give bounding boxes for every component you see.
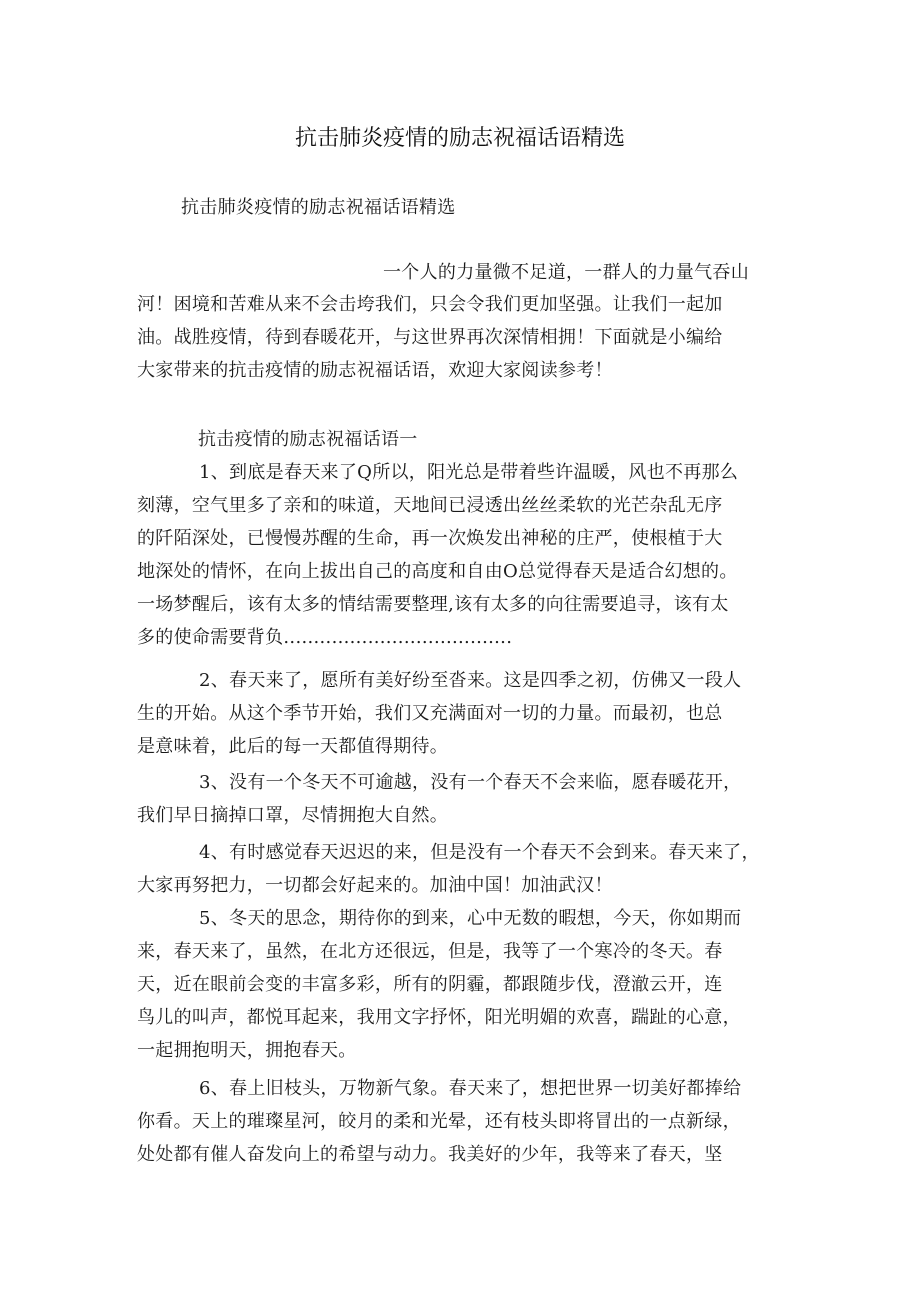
document-subtitle: 抗击肺炎疫情的励志祝福话语精选 bbox=[181, 197, 456, 218]
item-1-line: 多的使命需要背负...................................... bbox=[137, 627, 513, 648]
item-1-line: 1、到底是春天来了Q所以，阳光总是带着些许温暖，风也不再那么 bbox=[199, 462, 739, 483]
item-4-line: 4、有时感觉春天迟迟的来，但是没有一个春天不会到来。春天来了， bbox=[199, 842, 760, 863]
item-6-line: 6、春上旧枝头，万物新气象。春天来了，想把世界一切美好都捧给 bbox=[199, 1078, 742, 1099]
intro-line: 河！困境和苦难从来不会击垮我们，只会令我们更加坚强。让我们一起加 bbox=[137, 294, 723, 315]
document-title: 抗击肺炎疫情的励志祝福话语精选 bbox=[294, 126, 625, 151]
item-5-line: 鸟儿的叫声，都悦耳起来，我用文字抒怀，阳光明媚的欢喜，踹趾的心意， bbox=[137, 1007, 741, 1028]
item-6-line: 处处都有催人奋发向上的希望与动力。我美好的少年，我等来了春天，坚 bbox=[137, 1144, 723, 1165]
item-2-line: 2、春天来了，愿所有美好纷至沓来。这是四季之初，仿佛又一段人 bbox=[199, 670, 742, 691]
item-5-line: 天，近在眼前会变的丰富多彩，所有的阴霾，都跟随步伐，澄澈云开，连 bbox=[137, 974, 723, 995]
item-5-line: 一起拥抱明天，拥抱春天。 bbox=[137, 1040, 357, 1061]
item-6-line: 你看。天上的璀璨星河，皎月的柔和光晕，还有枝头即将冒出的一点新绿， bbox=[137, 1111, 741, 1132]
item-1-line: 的阡陌深处，已慢慢苏醒的生命，再一次焕发出神秘的庄严，使根植于大 bbox=[137, 528, 723, 549]
section-heading: 抗击疫情的励志祝福话语一 bbox=[198, 429, 418, 450]
intro-line: 一个人的力量微不足道，一群人的力量气吞山 bbox=[383, 262, 749, 283]
item-1-line: 一场梦醒后，该有太多的情结需要整理,该有太多的向往需要追寻，该有太 bbox=[137, 594, 729, 615]
item-4-line: 大家再努把力，一切都会好起来的。加油中国！加油武汉！ bbox=[137, 875, 613, 896]
item-5-line: 来，春天来了，虽然，在北方还很远，但是，我等了一个寒冷的冬天。春 bbox=[137, 941, 723, 962]
item-1-line: 地深处的情怀，在向上拔出自己的高度和自由O总觉得春天是适合幻想的。 bbox=[137, 561, 738, 582]
item-1-line: 刻薄，空气里多了亲和的味道，天地间已浸透出丝丝柔软的光芒杂乱无序 bbox=[137, 495, 723, 516]
intro-line: 大家带来的抗击疫情的励志祝福话语，欢迎大家阅读参考！ bbox=[137, 360, 613, 381]
item-3-line: 3、没有一个冬天不可逾越，没有一个春天不会来临，愿春暖花开， bbox=[199, 772, 742, 793]
intro-line: 油。战胜疫情，待到春暖花开，与这世界再次深情相拥！下面就是小编给 bbox=[137, 327, 723, 348]
item-2-line: 是意味着，此后的每一天都值得期待。 bbox=[137, 736, 449, 757]
item-5-line: 5、冬天的思念，期待你的到来，心中无数的暇想，今天，你如期而 bbox=[199, 908, 742, 929]
item-2-line: 生的开始。从这个季节开始，我们又充满面对一切的力量。而最初，也总 bbox=[137, 703, 723, 724]
item-3-line: 我们早日摘掉口罩，尽情拥抱大自然。 bbox=[137, 805, 449, 826]
